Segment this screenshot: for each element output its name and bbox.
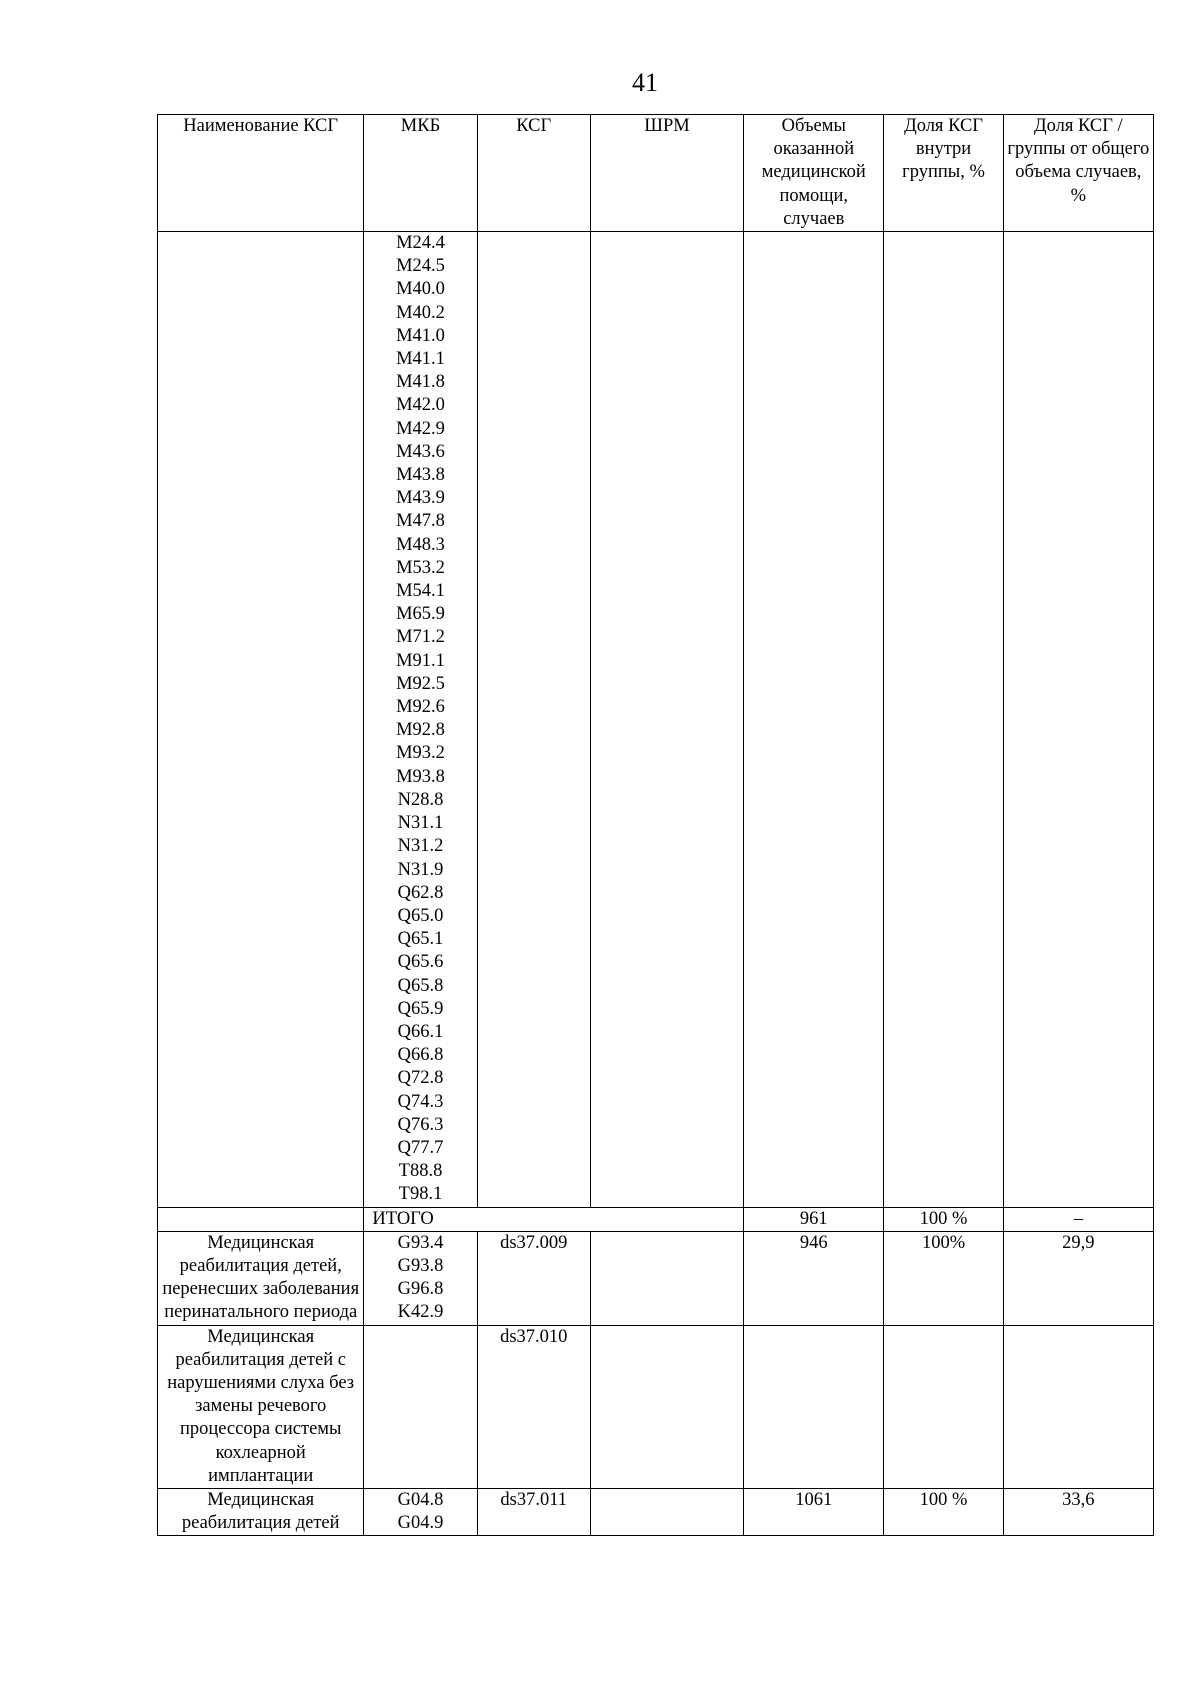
- row-ksg: ds37.009: [477, 1231, 590, 1325]
- row-name: Медицинская реабилитация детей, перенесших заболевания перинатального периода: [158, 1231, 364, 1325]
- mkb-code: T88.8: [398, 1161, 443, 1182]
- table-row: [158, 1231, 1154, 1325]
- row-mkb-codes: [364, 1325, 477, 1488]
- mkb-code: M92.5: [396, 673, 445, 694]
- mkb-code: M91.1: [396, 650, 445, 671]
- mkb-code: M42.0: [396, 395, 445, 416]
- cell-share-total: [1003, 232, 1153, 1208]
- mkb-code: G96.8: [397, 1279, 444, 1300]
- itogo-share-in-group: 100 %: [884, 1207, 1003, 1231]
- cell-name: [158, 232, 364, 1208]
- header-share-in-group: Доля КСГ внутри группы, %: [884, 115, 1003, 232]
- mkb-code: M41.8: [396, 372, 445, 393]
- header-share-total: Доля КСГ / группы от общего объема случаев, %: [1003, 115, 1153, 232]
- mkb-code: M43.8: [396, 465, 445, 486]
- mkb-code: Q74.3: [397, 1091, 444, 1112]
- header-volume: Объемы оказанной медицинской помощи, случаев: [744, 115, 884, 232]
- mkb-code: N28.8: [397, 789, 444, 810]
- mkb-code: M40.2: [396, 302, 445, 323]
- mkb-code: M48.3: [396, 534, 445, 555]
- row-name: Медицинская реабилитация детей с нарушениями слуха без замены речевого процессора системы кохлеарной имплантации: [158, 1325, 364, 1488]
- mkb-code: M40.0: [396, 279, 445, 300]
- table-row: [158, 1488, 1154, 1535]
- itogo-volume: 961: [744, 1207, 884, 1231]
- row-shrm: [590, 1325, 743, 1488]
- row-share-in-group: [884, 1325, 1003, 1488]
- mkb-code: G04.8: [397, 1489, 444, 1510]
- table-row: [158, 1325, 1154, 1488]
- mkb-code: G04.9: [397, 1513, 444, 1534]
- mkb-code: M42.9: [396, 418, 445, 439]
- mkb-code: Q65.0: [397, 905, 444, 926]
- cell-volume: [744, 232, 884, 1208]
- row-share-in-group: 100%: [884, 1231, 1003, 1325]
- mkb-code: M43.9: [396, 488, 445, 509]
- row-volume: 1061: [744, 1488, 884, 1535]
- mkb-code: Q65.1: [397, 929, 444, 950]
- mkb-code: G93.4: [397, 1232, 444, 1253]
- mkb-code: Q77.7: [397, 1137, 444, 1158]
- itogo-label: ИТОГО: [364, 1207, 744, 1231]
- mkb-code: N31.2: [397, 836, 444, 857]
- row-volume: 946: [744, 1231, 884, 1325]
- cell-name-empty: [158, 1207, 364, 1231]
- mkb-code: N31.9: [397, 859, 444, 880]
- row-ksg: ds37.011: [477, 1488, 590, 1535]
- row-ksg: ds37.010: [477, 1325, 590, 1488]
- mkb-code: Q62.8: [397, 882, 444, 903]
- mkb-code: M54.1: [396, 581, 445, 602]
- mkb-code: Q65.9: [397, 998, 444, 1019]
- cell-mkb-codes: [364, 232, 477, 1208]
- header-name: Наименование КСГ: [158, 115, 364, 232]
- row-share-in-group: 100 %: [884, 1488, 1003, 1535]
- mkb-code: K42.9: [397, 1302, 444, 1323]
- mkb-code: M53.2: [396, 557, 445, 578]
- mkb-code: N31.1: [397, 813, 444, 834]
- mkb-code: Q76.3: [397, 1114, 444, 1135]
- mkb-code: T98.1: [398, 1184, 443, 1205]
- row-mkb-codes: [364, 1231, 477, 1325]
- ksg-table: [157, 114, 1154, 1536]
- mkb-code: M41.1: [396, 349, 445, 370]
- mkb-code: G93.8: [397, 1255, 444, 1276]
- mkb-code: M24.4: [396, 233, 445, 254]
- mkb-code: M41.0: [396, 325, 445, 346]
- mkb-code: M92.6: [396, 697, 445, 718]
- header-shrm: ШРМ: [590, 115, 743, 232]
- cell-shrm: [590, 232, 743, 1208]
- row-mkb-codes: [364, 1488, 477, 1535]
- mkb-code: Q72.8: [397, 1068, 444, 1089]
- row-share-total: 33,6: [1003, 1488, 1153, 1535]
- mkb-code: M92.8: [396, 720, 445, 741]
- mkb-code: M71.2: [396, 627, 445, 648]
- mkb-code: M65.9: [396, 604, 445, 625]
- row-shrm: [590, 1488, 743, 1535]
- header-row: [158, 115, 1154, 232]
- mkb-code: M24.5: [396, 256, 445, 277]
- mkb-code: M43.6: [396, 441, 445, 462]
- header-mkb: МКБ: [364, 115, 477, 232]
- page-number: 41: [632, 68, 658, 97]
- mkb-code: M47.8: [396, 511, 445, 532]
- row-shrm: [590, 1231, 743, 1325]
- row-volume: [744, 1325, 884, 1488]
- mkb-code: M93.8: [396, 766, 445, 787]
- mkb-code: Q66.1: [397, 1021, 444, 1042]
- row-share-total: 29,9: [1003, 1231, 1153, 1325]
- cell-share-in-group: [884, 232, 1003, 1208]
- mkb-code: Q65.6: [397, 952, 444, 973]
- row-name: Медицинская реабилитация детей: [158, 1488, 364, 1535]
- table-row: [158, 232, 1154, 1208]
- itogo-row: [158, 1207, 1154, 1231]
- row-share-total: [1003, 1325, 1153, 1488]
- mkb-code: Q65.8: [397, 975, 444, 996]
- mkb-code: Q66.8: [397, 1045, 444, 1066]
- header-ksg: КСГ: [477, 115, 590, 232]
- itogo-share-total: –: [1003, 1207, 1153, 1231]
- mkb-code: M93.2: [396, 743, 445, 764]
- cell-ksg: [477, 232, 590, 1208]
